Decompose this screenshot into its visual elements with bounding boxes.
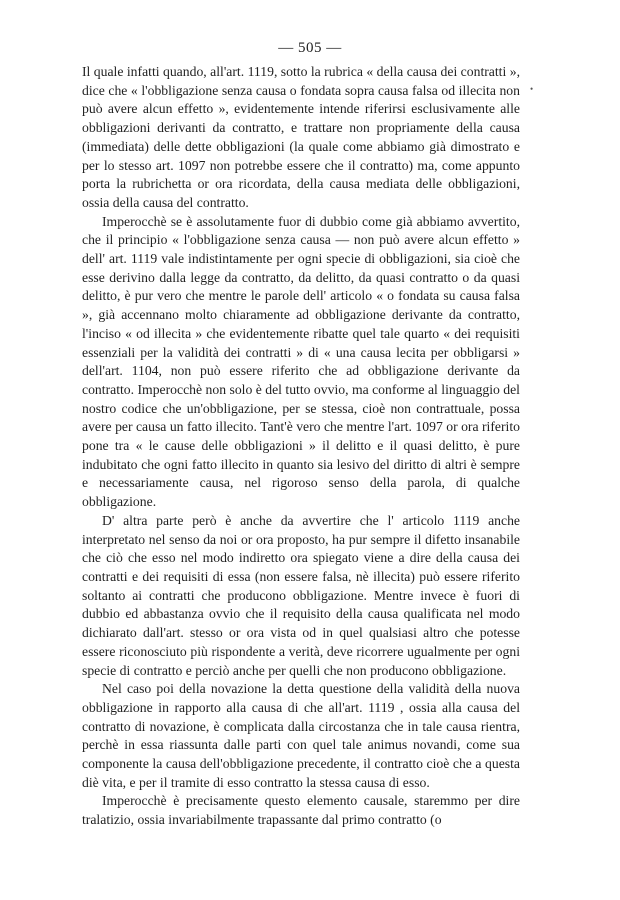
paragraph-2: Imperocchè se è assolutamente fuor di dubbio come già abbiamo avvertito, che il principio « l'obbligazione senza causa — non può avere alcun effetto » dell' art. 1119 vale indistintamente per ogni specie di obbligazioni, sia cioè che esse derivino dalla legge da contratto, da delitto, da quasi contratto o da quasi delitto, è pur vero che mentre le parole dell' articolo « o fondata su causa falsa », già accennano molto chiaramente ad obbligazione derivante da contratto, l'inciso « od illecita » che evidentemente ribatte quel tale quarto « dei requisiti essenziali per la validità dei contratti » di « una causa lecita per obbligarsi » dell'art. 1104, non può essere riferito che ad obbligazione derivante da contratto. Imperocchè non solo è del tutto ovvio, ma conforme al linguaggio del nostro codice che un'obbligazione, per se stessa, cioè non contrattuale, possa avere per causa un fatto illecito. Tant'è vero che mentre l'art. 1097 or ora riferito pone tra « le cause delle obbligazioni » il delitto e il quasi delitto, è pure indubitato che ogni fatto illecito in quanto sia lesivo del diritto di altri è sempre e necessariamente causa, nel rigoroso senso della parola, di qualche obbligazione.	[82, 213, 520, 510]
paragraph-3: D' altra parte però è anche da avvertire che l' articolo 1119 anche interpretato nel senso da noi or ora proposto, ha pur sempre il difetto insanabile che ciò che esso nel modo indiretto ora spiegato viene a dire della causa dei contratti e dei requisiti di essa (non essere falsa, nè illecita) può essere riferito soltanto ai contratti che producono obbligazione. Mentre invece è fuori di dubbio ed abbastanza ovvio che il requisito della causa qualificata nel modo dichiarato dall'art. stesso or ora vista od in quel qualsiasi altro che potesse essere riconosciuto più rispondente a verità, deve ricorrere ugualmente per ogni specie di contratto e perciò anche per quelli che non producono obbligazione.	[82, 512, 520, 678]
paragraph-5: Imperocchè è precisamente questo elemento causale, staremmo per dire tralatizio, ossia invariabilmente trapassante dal primo contratto (o	[82, 793, 520, 828]
paragraph-4: Nel caso poi della novazione la detta questione della validità della nuova obbligazione in rapporto alla causa di che all'art. 1119 , ossia alla causa del contratto di novazione, è complicata dalla circostanza che in tale causa rientra, perchè in essa riassunta dalle parti con quel tale animus novandi, come sua componente la causa dell'obbligazione precedente, il contratto cioè che a questa diè vita, e per il tramite di esso contratto la stessa causa di esso.	[82, 681, 520, 790]
page-number: — 505 —	[278, 40, 342, 56]
margin-mark: •	[530, 84, 534, 94]
body-text	[82, 63, 520, 830]
paragraph-1: Il quale infatti quando, all'art. 1119, sotto la rubrica « della causa dei contratti », dice che « l'obbligazione senza causa o fondata sopra causa falsa od illecita non può avere alcun effetto », evidentemente intende riferirsi esclusivamente alle obbligazioni derivanti da contratto, e trattare non propriamente della causa (immediata) delle dette obbligazioni (la quale come abbiamo già dimostrato e per lo stesso art. 1097 non potrebbe essere che il contratto) ma, come appunto porta la rubrichetta or ora ricordata, della causa mediata delle obbligazioni, ossia della causa del contratto.	[82, 64, 520, 210]
